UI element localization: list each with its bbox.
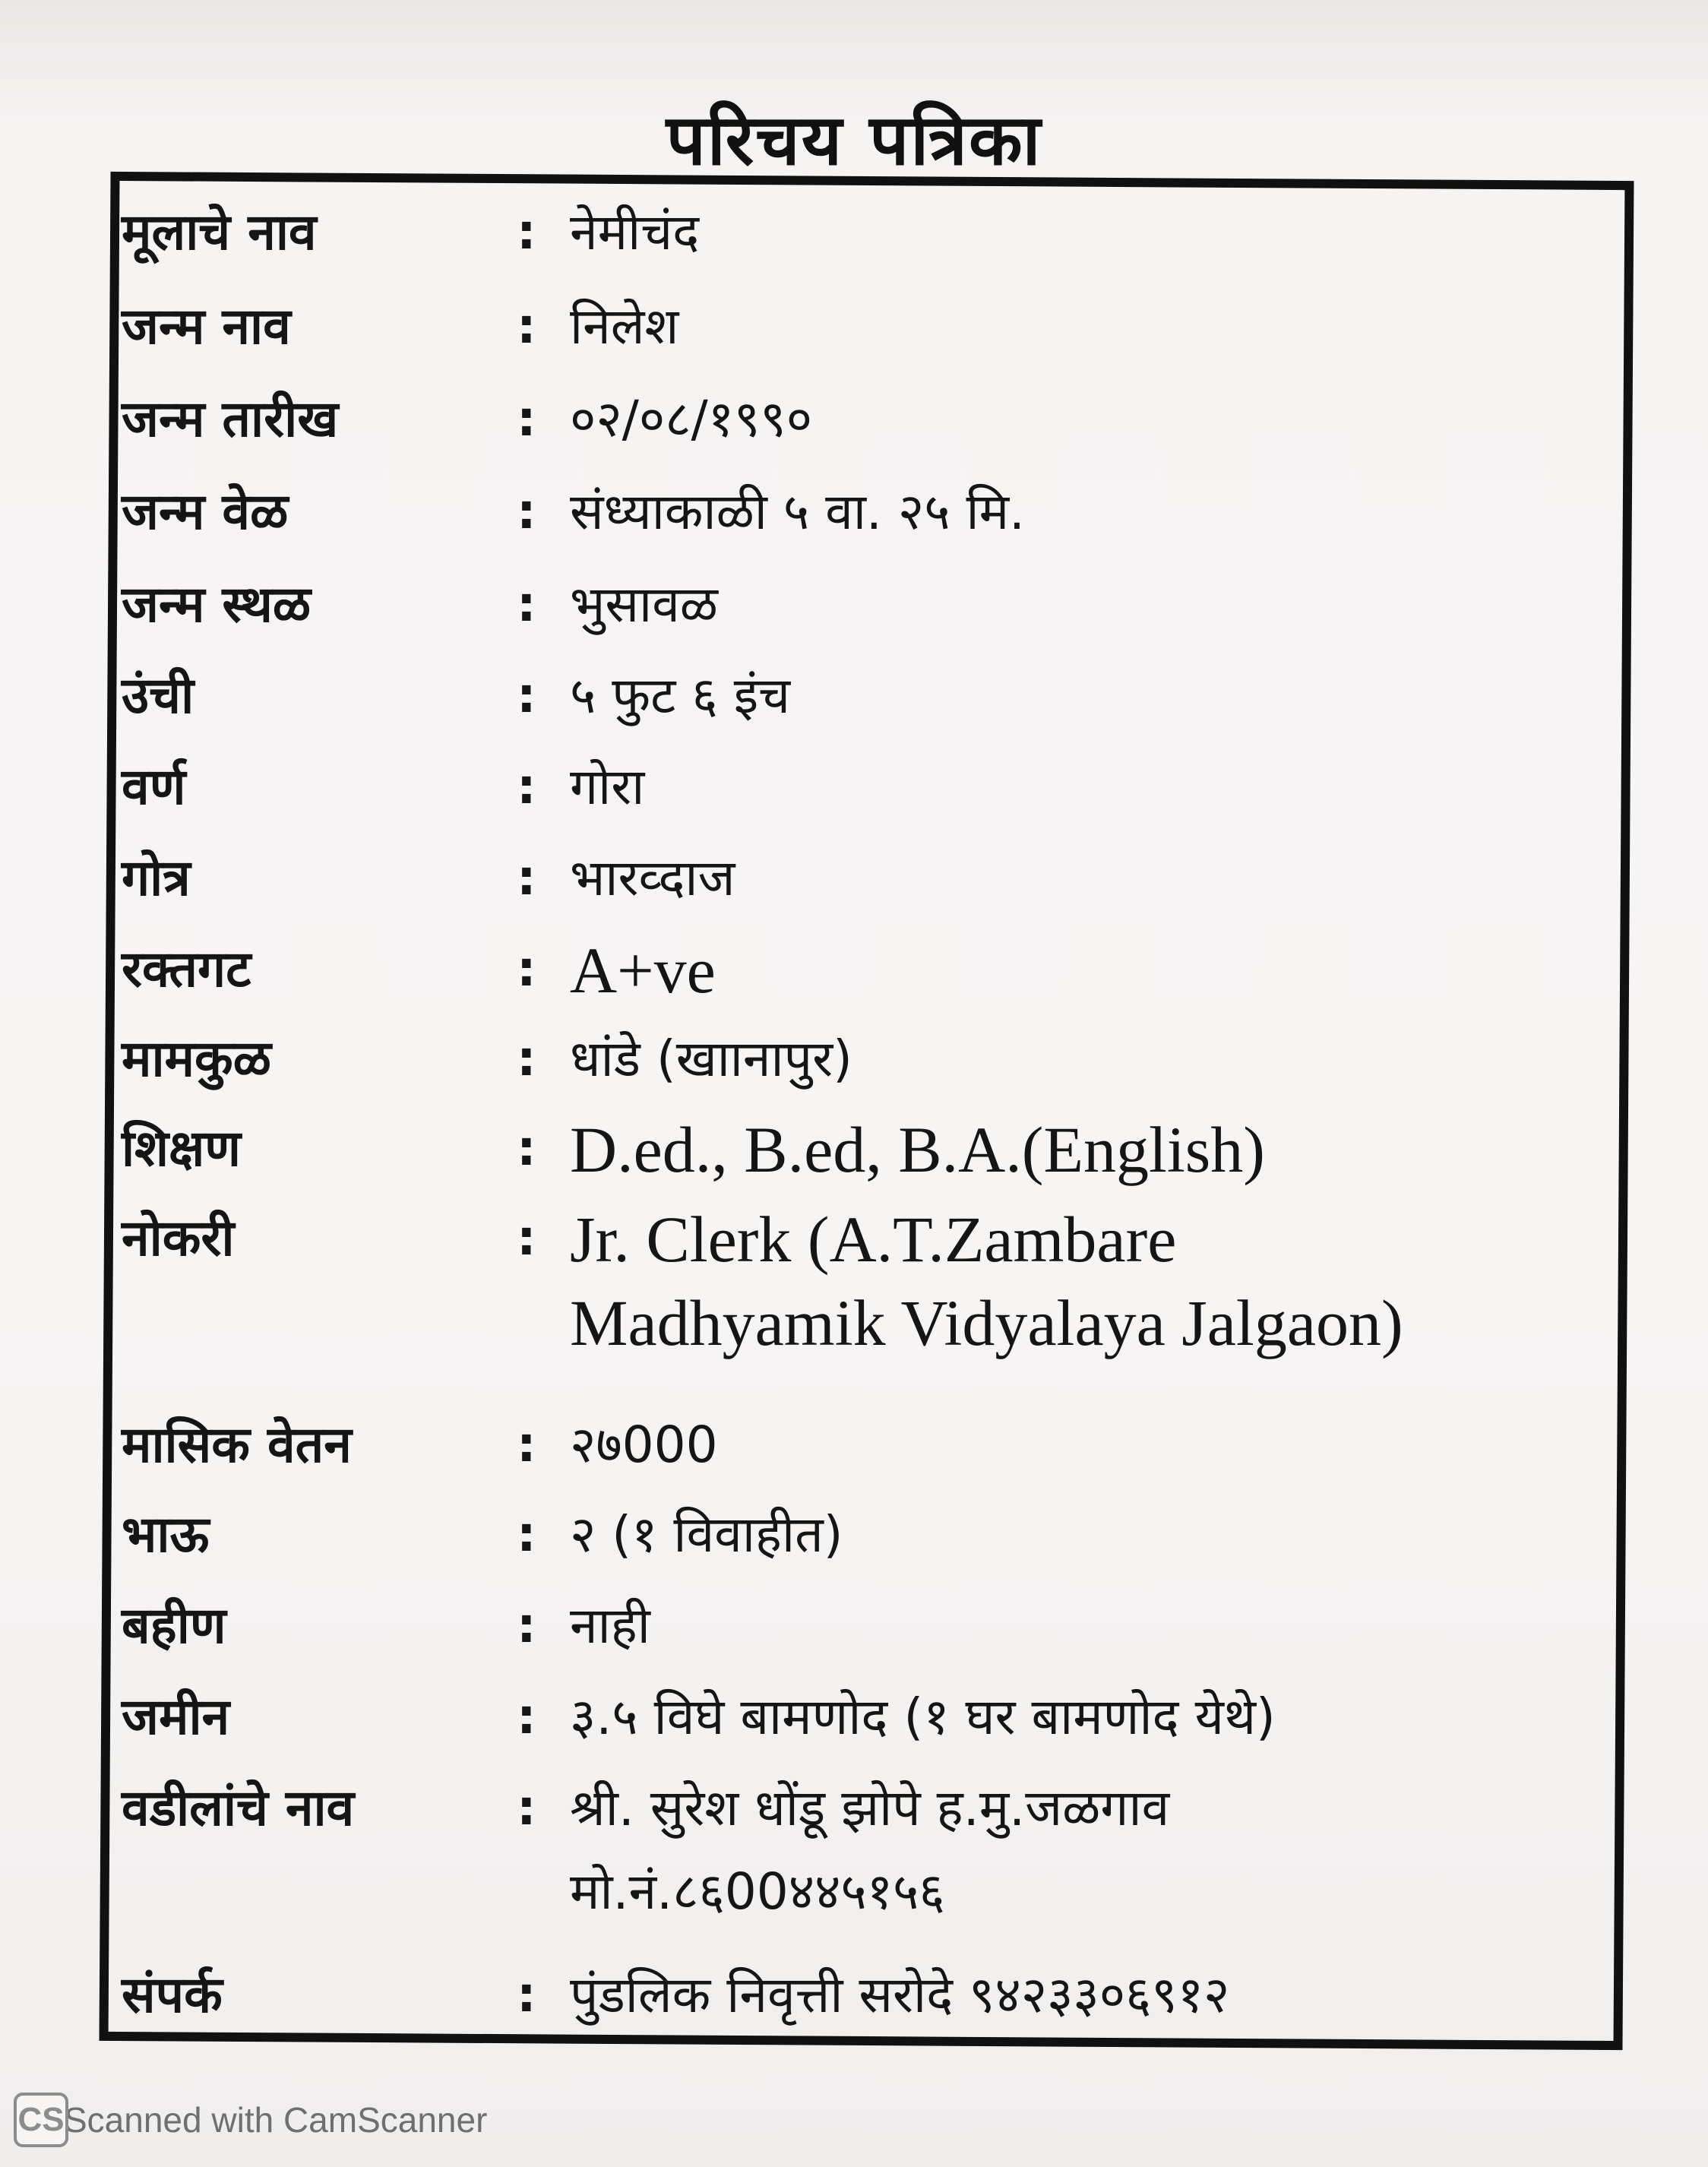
- field-value: नेमीचंद: [570, 203, 700, 261]
- field-colon: :: [517, 577, 536, 633]
- field-label: मासिक वेतन: [122, 1416, 352, 1474]
- field-value: ०२/०८/१९९०: [570, 390, 813, 448]
- field-value: नाही: [570, 1596, 650, 1655]
- field-colon: :: [517, 1780, 536, 1836]
- camscanner-watermark: [14, 2089, 487, 2150]
- field-label: भाऊ: [122, 1505, 210, 1564]
- field-value: गोरा: [570, 758, 645, 816]
- field-label: मामकुळ: [122, 1030, 271, 1088]
- field-colon: :: [517, 1598, 536, 1654]
- field-value-line: Jr. Clerk (A.T.Zambare: [570, 1203, 1177, 1276]
- field-colon: :: [517, 1210, 536, 1267]
- field-label: जन्म नाव: [122, 297, 291, 356]
- field-value: भारव्दाज: [570, 849, 735, 907]
- field-value: २७000: [570, 1416, 718, 1474]
- field-value: २ (१ विवाहीत): [570, 1505, 843, 1564]
- field-label: वर्ण: [122, 758, 186, 816]
- field-label: उंची: [122, 666, 195, 725]
- field-value: [570, 1778, 1169, 1922]
- field-value: ३.५ विघे बामणोद (१ घर बामणोद येथे): [570, 1688, 1276, 1746]
- field-value: पुंडलिक निवृत्ती सरोदे ९४२३३०६९१२: [570, 1966, 1230, 2024]
- field-label: बहीण: [122, 1596, 226, 1655]
- field-value: संध्याकाळी ५ वा. २५ मि.: [570, 482, 1026, 541]
- field-value: ५ फुट ६ इंच: [570, 666, 791, 725]
- field-value: धांडे (खाानापुर): [570, 1030, 852, 1088]
- field-label: रक्तगट: [122, 940, 251, 998]
- field-colon: :: [517, 484, 536, 540]
- field-label: जन्म स्थळ: [122, 575, 312, 634]
- field-value: निलेश: [570, 297, 679, 356]
- field-label: जमीन: [122, 1688, 230, 1746]
- field-colon: :: [517, 1689, 536, 1745]
- field-colon: :: [517, 204, 536, 261]
- field-colon: :: [517, 1417, 536, 1473]
- field-label: मूलाचे नाव: [122, 203, 317, 261]
- watermark-text: Scanned with CamScanner: [64, 2100, 488, 2140]
- field-colon: :: [517, 1507, 536, 1563]
- field-colon: :: [517, 941, 536, 998]
- page-title: परिचय पत्रिका: [666, 100, 1042, 181]
- field-label: नोकरी: [122, 1209, 235, 1267]
- field-value: [570, 1197, 1403, 1365]
- field-value-line: मो.नं.८६00४४५१५६: [570, 1862, 945, 1921]
- field-colon: :: [517, 299, 536, 355]
- field-label: जन्म तारीख: [122, 390, 339, 448]
- field-value-line: श्री. सुरेश धोंडू झोपे ह.मु.जळगाव: [570, 1779, 1170, 1837]
- field-label: गोत्र: [122, 849, 191, 907]
- field-value-line: Madhyamik Vidyalaya Jalgaon): [570, 1286, 1403, 1359]
- field-colon: :: [517, 1967, 536, 2023]
- camscanner-logo: CS: [14, 2093, 68, 2147]
- field-colon: :: [517, 391, 536, 448]
- field-colon: :: [517, 759, 536, 815]
- field-value: भुसावळ: [570, 575, 718, 634]
- field-label: जन्म वेळ: [122, 482, 289, 541]
- field-colon: :: [517, 850, 536, 906]
- field-value: D.ed., B.ed, B.A.(English): [570, 1113, 1265, 1186]
- field-label: वडीलांचे नाव: [122, 1779, 355, 1837]
- field-label: संपर्क: [122, 1966, 223, 2024]
- field-colon: :: [517, 1031, 536, 1087]
- field-label: शिक्षण: [122, 1119, 242, 1178]
- field-colon: :: [517, 668, 536, 724]
- field-value: A+ve: [570, 934, 716, 1007]
- field-colon: :: [517, 1121, 536, 1177]
